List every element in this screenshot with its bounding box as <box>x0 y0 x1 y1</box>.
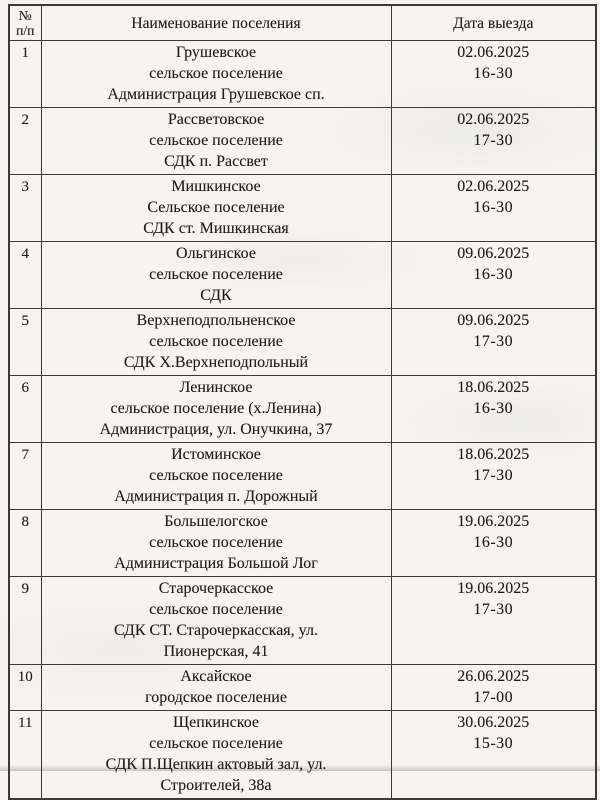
settlement-name-line: сельское поселение <box>149 266 283 283</box>
settlement-name-line: СДК п. Рассвет <box>164 153 268 170</box>
settlement-name-line: СДК <box>200 287 232 304</box>
row-number: 4 <box>9 242 41 309</box>
settlement-cell <box>41 443 391 510</box>
table-row <box>9 41 596 108</box>
visit-date: 18.06.2025 <box>457 379 530 396</box>
date-cell <box>391 242 596 309</box>
visit-date: 02.06.2025 <box>457 178 530 195</box>
settlement-name-line: Администрация Грушевское сп. <box>107 86 325 103</box>
row-number: 7 <box>9 443 41 510</box>
settlement-name-line: Сельское поселение <box>147 199 285 216</box>
visit-time: 17-30 <box>473 132 514 149</box>
column-header-number <box>9 5 41 41</box>
settlement-name-line: сельское поселение <box>149 467 283 484</box>
settlement-cell <box>41 41 391 108</box>
table-row <box>9 665 596 711</box>
row-number: 8 <box>9 510 41 577</box>
settlement-name-line: сельское поселение <box>149 601 283 618</box>
settlement-cell <box>41 108 391 175</box>
table-row <box>9 376 596 443</box>
settlement-cell <box>41 711 391 800</box>
date-cell <box>391 41 596 108</box>
visit-schedule-table <box>8 4 597 800</box>
visit-date: 30.06.2025 <box>457 714 530 731</box>
settlement-name-line: СДК П.Щепкин актовый зал, ул. <box>105 756 327 773</box>
settlement-name-line: СДК Х.Верхнеподпольный <box>123 354 309 371</box>
date-cell <box>391 175 596 242</box>
table-row <box>9 711 596 800</box>
settlement-cell <box>41 510 391 577</box>
row-number: 3 <box>9 175 41 242</box>
visit-time: 16-30 <box>473 534 514 551</box>
visit-time: 17-30 <box>473 601 514 618</box>
row-number: 2 <box>9 108 41 175</box>
column-header-number-line2: п/п <box>16 23 35 38</box>
settlement-name-line: Щепкинское <box>172 714 260 731</box>
settlement-name-line: Старочеркасское <box>158 580 274 597</box>
visit-date: 26.06.2025 <box>457 668 530 685</box>
table-row <box>9 108 596 175</box>
date-cell <box>391 376 596 443</box>
visit-time: 15-30 <box>473 735 514 752</box>
settlement-name-line: сельское поселение <box>149 65 283 82</box>
row-number: 6 <box>9 376 41 443</box>
column-header-date: Дата выезда <box>391 5 596 41</box>
settlement-name-line: СДК СТ. Старочеркасская, ул. <box>114 622 318 639</box>
row-number: 1 <box>9 41 41 108</box>
visit-date: 19.06.2025 <box>457 513 530 530</box>
visit-date: 02.06.2025 <box>457 111 530 128</box>
settlement-cell <box>41 577 391 665</box>
settlement-name-line: Рассветовское <box>167 111 265 128</box>
header-row <box>9 5 596 41</box>
visit-time: 16-30 <box>473 400 514 417</box>
settlement-name-line: Администрация п. Дорожный <box>114 488 318 505</box>
visit-date: 18.06.2025 <box>457 446 530 463</box>
settlement-name-line: городское поселение <box>145 689 287 706</box>
settlement-cell <box>41 376 391 443</box>
settlement-name-line: Большелогское <box>164 513 268 530</box>
column-header-settlement: Наименование поселения <box>41 5 391 41</box>
settlement-name-line: Строителей, 38а <box>160 777 272 794</box>
settlement-name-line: сельское поселение <box>149 735 283 752</box>
visit-date: 09.06.2025 <box>457 312 530 329</box>
visit-time: 16-30 <box>473 266 514 283</box>
table-row <box>9 175 596 242</box>
settlement-cell <box>41 309 391 376</box>
table-row <box>9 577 596 665</box>
settlement-name-line: сельское поселение <box>149 132 283 149</box>
settlement-name-line: Пионерская, 41 <box>163 643 269 660</box>
date-cell <box>391 665 596 711</box>
date-cell <box>391 108 596 175</box>
table-row <box>9 242 596 309</box>
row-number: 10 <box>9 665 41 711</box>
settlement-name-line: сельское поселение <box>149 333 283 350</box>
visit-date: 19.06.2025 <box>457 580 530 597</box>
visit-time: 17-00 <box>473 689 514 706</box>
row-number: 5 <box>9 309 41 376</box>
date-cell <box>391 577 596 665</box>
date-cell <box>391 711 596 800</box>
settlement-name-line: Грушевское <box>175 44 257 61</box>
table-body <box>9 41 596 800</box>
row-number: 11 <box>9 711 41 800</box>
visit-time: 16-30 <box>473 65 514 82</box>
table-row <box>9 443 596 510</box>
table-row <box>9 510 596 577</box>
settlement-name-line: Аксайское <box>180 668 252 685</box>
settlement-name-line: Администрация, ул. Онучкина, 37 <box>99 421 333 438</box>
settlement-name-line: Истоминское <box>171 446 261 463</box>
visit-time: 17-30 <box>473 333 514 350</box>
table-header <box>9 5 596 41</box>
column-header-number-line1: № <box>18 8 32 23</box>
table-row <box>9 309 596 376</box>
settlement-name-line: Ленинское <box>179 379 253 396</box>
visit-date: 02.06.2025 <box>457 44 530 61</box>
settlement-name-line: Верхнеподпольненское <box>136 312 296 329</box>
visit-time: 17-30 <box>473 467 514 484</box>
settlement-cell <box>41 665 391 711</box>
date-cell <box>391 309 596 376</box>
settlement-name-line: сельское поселение (х.Ленина) <box>110 400 322 417</box>
row-number: 9 <box>9 577 41 665</box>
visit-time: 16-30 <box>473 199 514 216</box>
settlement-name-line: сельское поселение <box>149 534 283 551</box>
settlement-cell <box>41 242 391 309</box>
date-cell <box>391 510 596 577</box>
settlement-name-line: Ольгинское <box>176 245 256 262</box>
visit-date: 09.06.2025 <box>457 245 530 262</box>
settlement-name-line: СДК ст. Мишкинская <box>143 220 289 237</box>
settlement-cell <box>41 175 391 242</box>
settlement-name-line: Мишкинское <box>171 178 261 195</box>
settlement-name-line: Администрация Большой Лог <box>114 555 318 572</box>
date-cell <box>391 443 596 510</box>
